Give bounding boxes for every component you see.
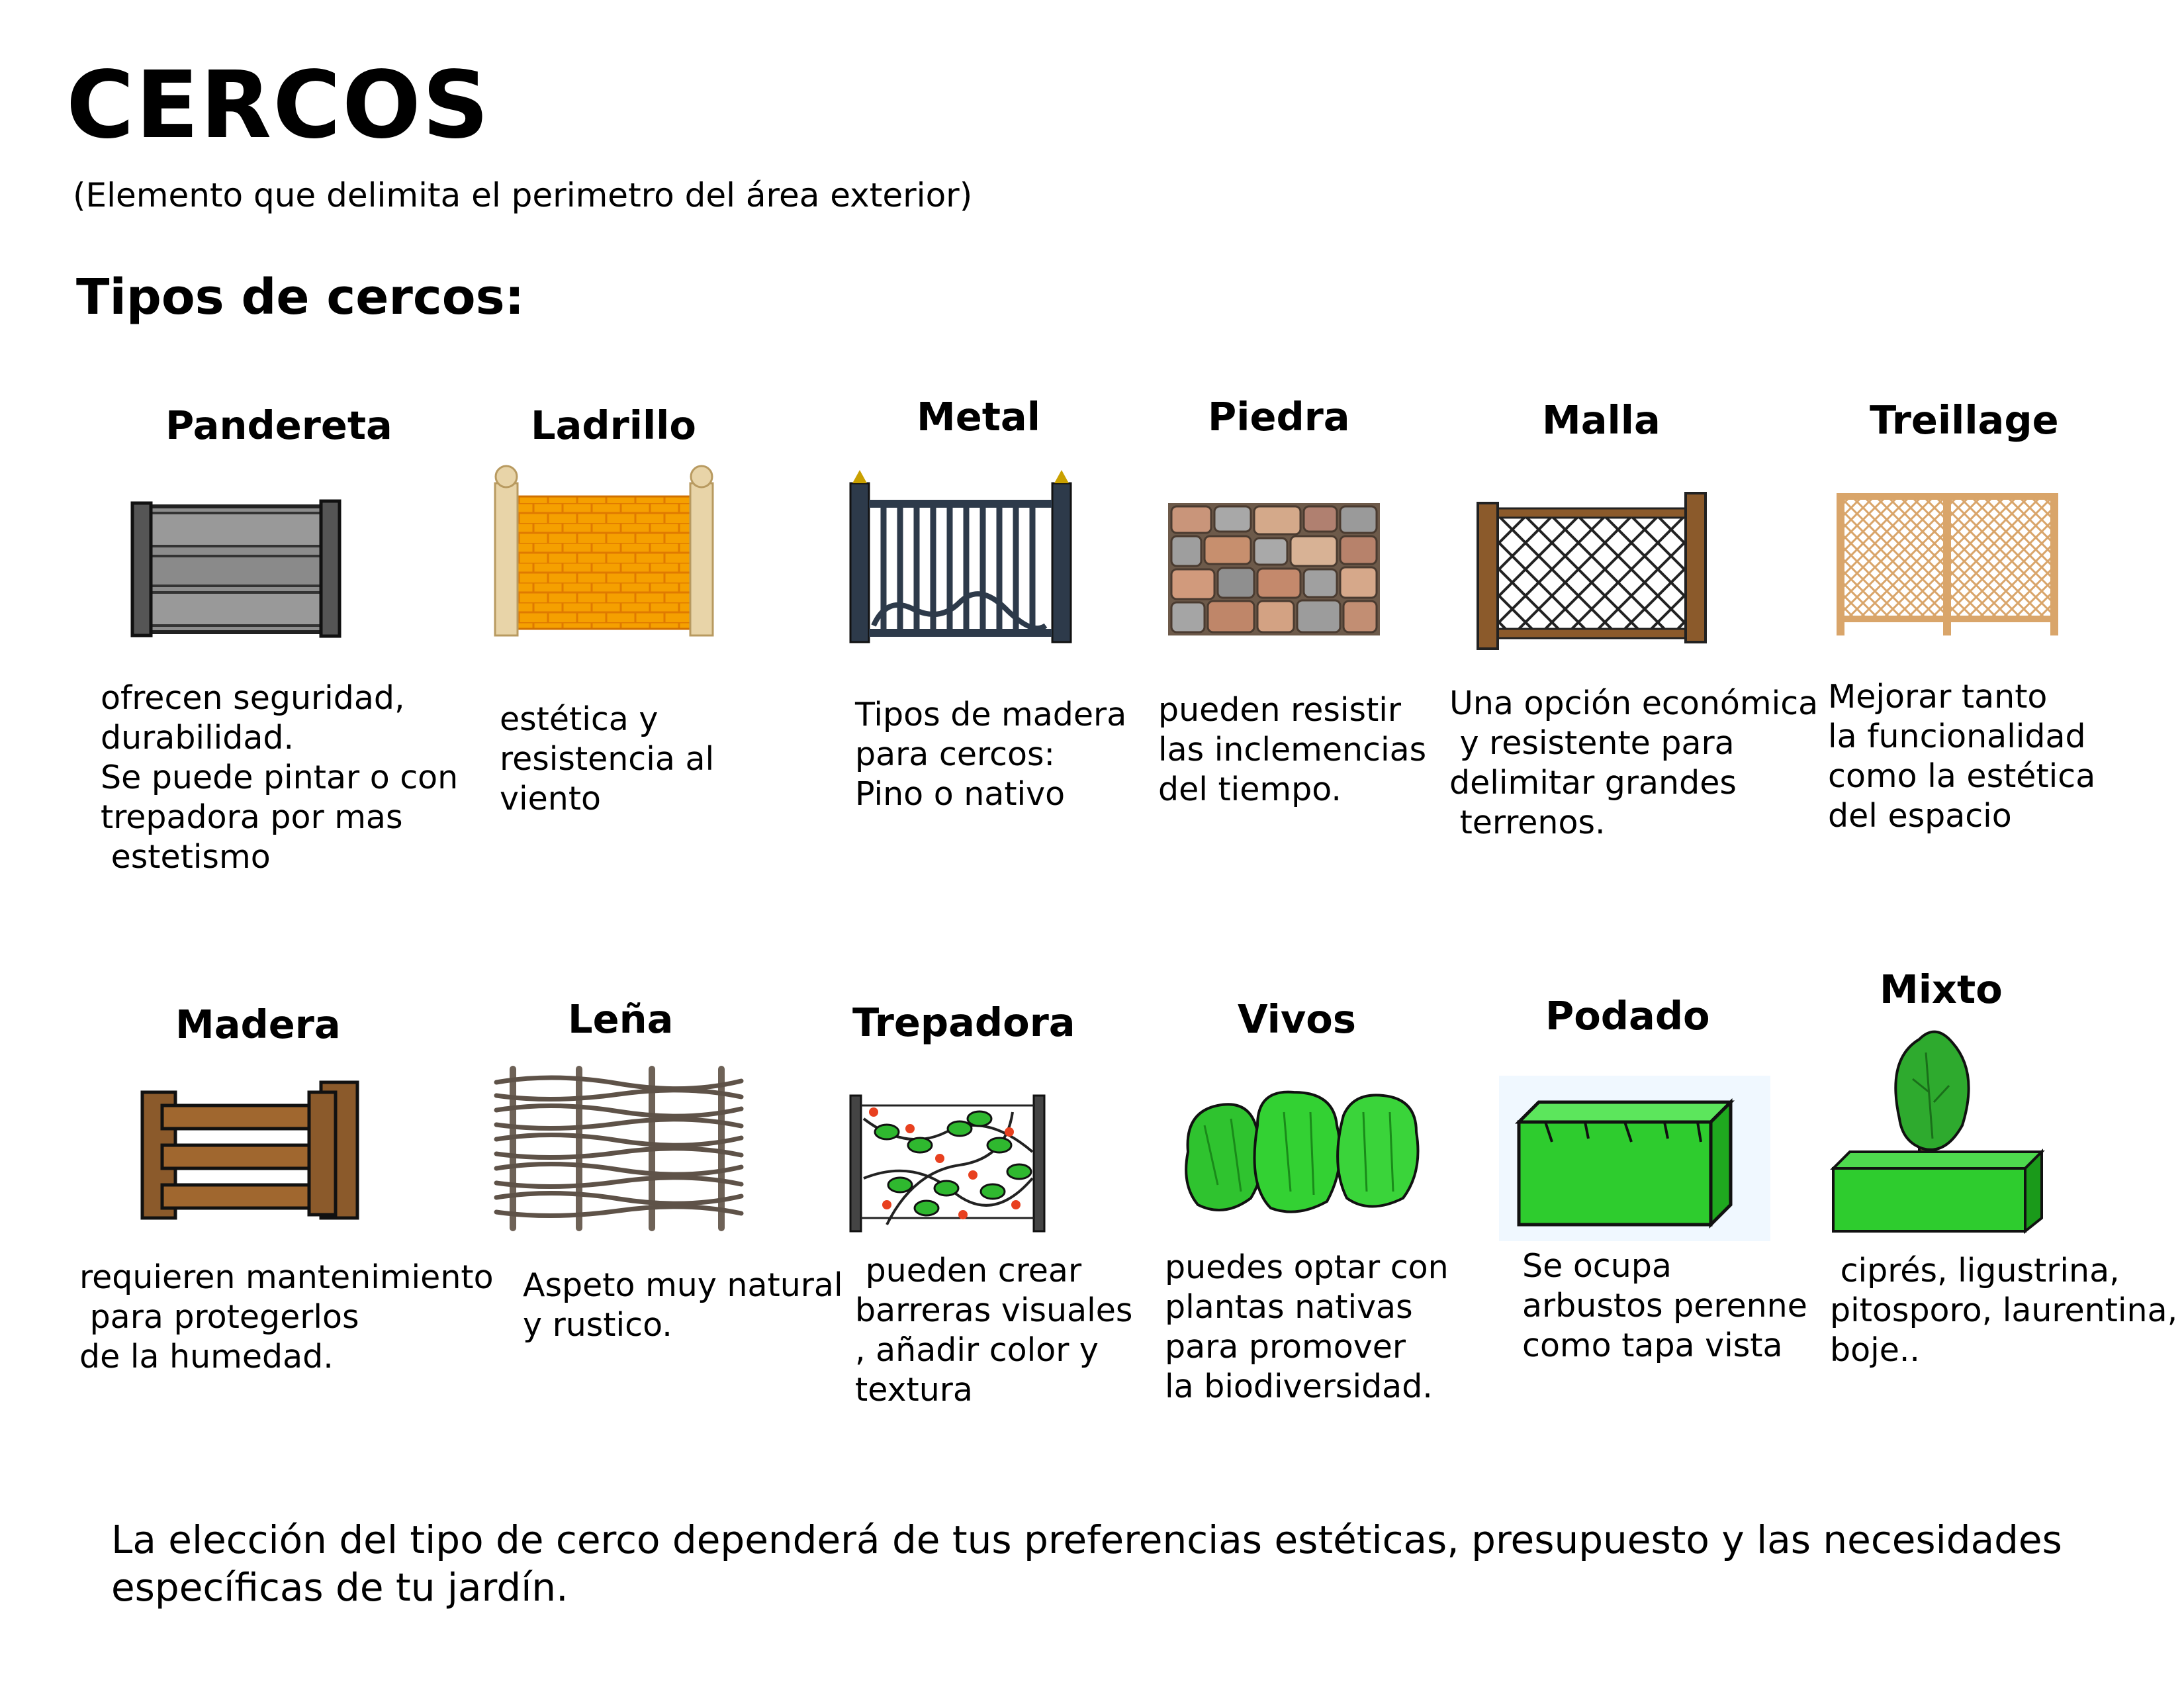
page-title: CERCOS [66,52,490,160]
fence-desc-madera: requieren mantenimiento para protegerlos de la humedad. [79,1258,494,1376]
fence-desc-treillage: Mejorar tanto la funcionalidad como la estética del espacio [1828,678,2096,835]
fence-title-mixto: Mixto [1880,966,2003,1012]
woven-branch-fence-icon [493,1062,745,1231]
fence-desc-malla: Una opción económica y resistente para delimitar grandes terrenos. [1449,684,1819,841]
mesh-fence-icon [1473,490,1711,652]
fence-desc-metal: Tipos de madera para cercos: Pino o nativo [855,696,1127,813]
fence-title-malla: Malla [1542,397,1661,443]
fence-desc-ladrillo: estética y resistencia al viento [500,700,715,818]
lattice-fence-icon [1833,490,2062,639]
page-subtitle: (Elemento que delimita el perimetro del área exterior) [73,176,973,214]
fence-title-podado: Podado [1545,993,1710,1039]
brick-wall-icon [490,463,718,642]
fence-title-madera: Madera [175,1002,341,1047]
iron-gate-icon [847,467,1075,645]
conclusion-text: La elección del tipo de cerco dependerá de tus preferencias estéticas, presupuesto y las necesidades específicas de tu jardín. [111,1517,2062,1610]
fence-title-vivos: Vivos [1238,996,1356,1042]
concrete-panel-fence-icon [129,493,347,645]
fence-title-pandereta: Pandereta [165,402,392,448]
types-heading: Tipos de cercos: [76,269,525,326]
climbing-plant-fence-icon [847,1092,1049,1235]
stone-wall-icon [1165,500,1383,639]
fence-title-ladrillo: Ladrillo [531,402,696,448]
fence-desc-podado: Se ocupa arbustos perenne como tapa vista [1522,1247,1807,1364]
mixed-hedge-tree-icon [1827,1019,2052,1238]
fence-title-treillage: Treillage [1870,397,2059,443]
fence-title-piedra: Piedra [1208,394,1350,440]
pruned-hedge-icon [1499,1076,1770,1241]
fence-desc-pandereta: ofrecen seguridad, durabilidad. Se puede pintar o con trepadora por mas estetismo [101,679,459,876]
fence-desc-vivos: puedes optar con plantas nativas para promover la biodiversidad. [1165,1248,1449,1405]
fence-desc-lena: Aspeto muy natural y rustico. [523,1266,843,1344]
fence-title-lena: Leña [568,996,674,1042]
fence-title-metal: Metal [917,394,1040,440]
fence-desc-piedra: pueden resistir las inclemencias del tiempo. [1158,691,1427,808]
fence-desc-mixto: ciprés, ligustrina, pitosporo, laurentina, boje.. [1830,1252,2178,1369]
wooden-fence-icon [136,1076,371,1225]
living-hedge-icon [1178,1086,1426,1218]
fence-title-trepadora: Trepadora [852,1000,1075,1045]
fence-desc-trepadora: pueden crear barreras visuales , añadir color y textura [855,1252,1133,1409]
